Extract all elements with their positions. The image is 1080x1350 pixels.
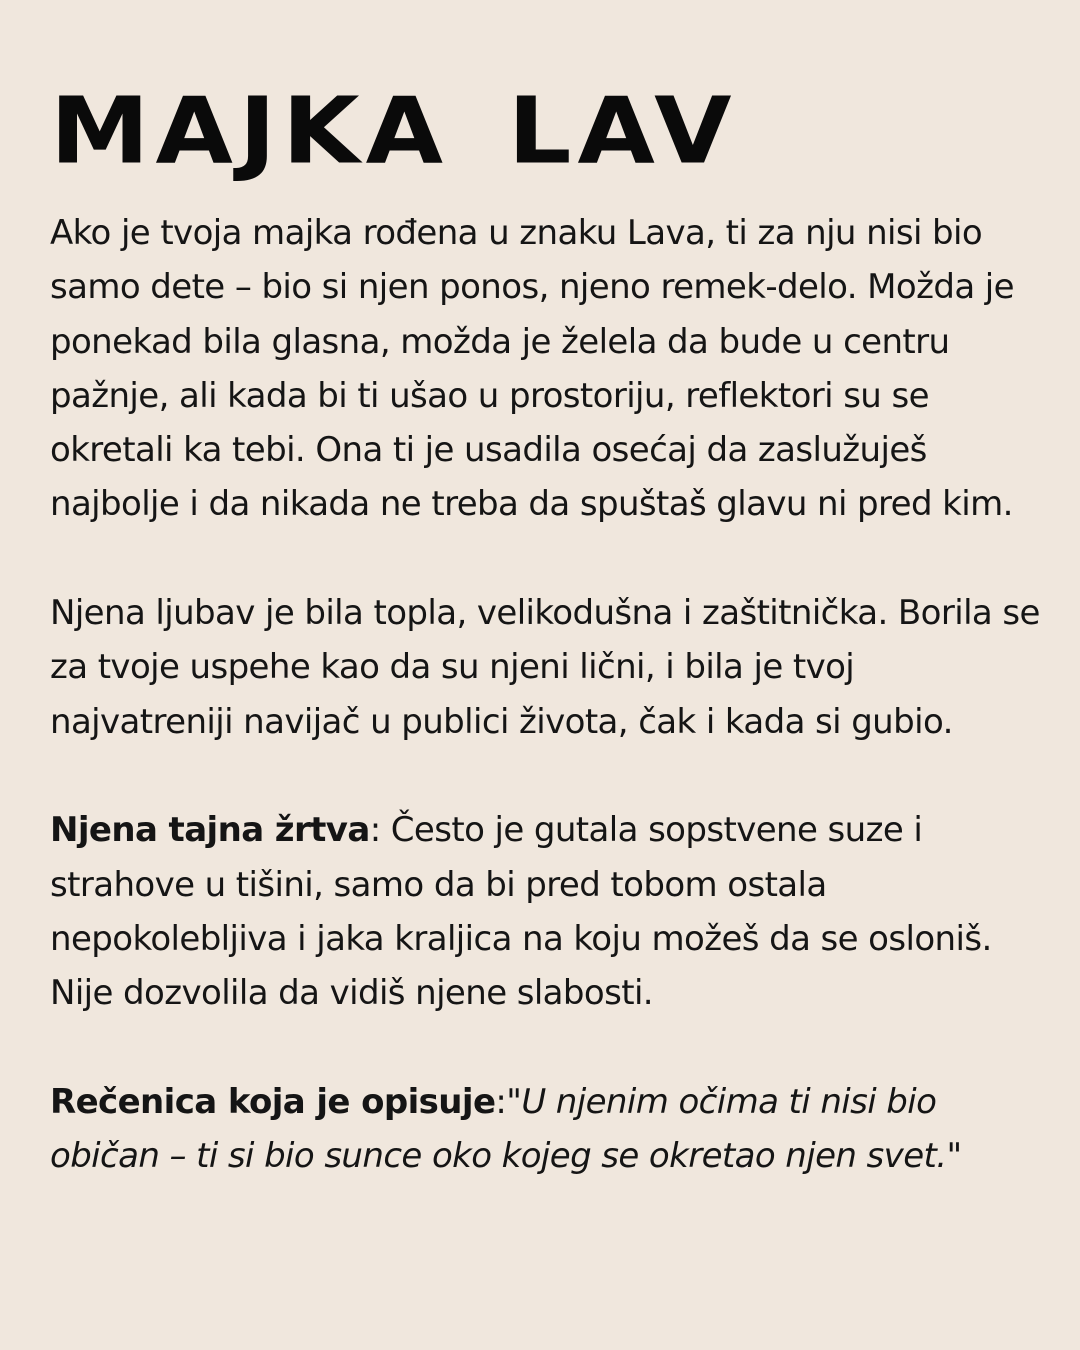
paragraph-intro: Ako je tvoja majka rođena u znaku Lava, ti za nju nisi bio samo dete – bio si njen ponos, njeno remek-delo. Možda je ponekad bila glasna, možda je želela da bude u centru pažnje, ali kada bi ti ušao u prostoriju, reflektori su se okretali ka tebi. Ona ti je usadila osećaj da zaslužuješ najbolje i da nikada ne treba da spuštaš glavu ni pred kim. <box>50 213 1014 525</box>
page-title: MAJKA LAV <box>50 76 738 185</box>
sacrifice-separator: : <box>369 810 391 851</box>
paragraph-spacer <box>50 532 1040 586</box>
sacrifice-label: Njena tajna žrtva <box>50 810 370 851</box>
sentence-quote: U njenim očima ti nisi bio običan – ti si bio sunce oko kojeg se okretao njen svet. <box>50 1081 947 1177</box>
paragraph-spacer <box>50 749 1040 803</box>
paragraph-spacer <box>50 1020 1040 1074</box>
sentence-separator: :" <box>495 1081 522 1122</box>
sentence-closing-quote: " <box>946 1136 962 1177</box>
paragraph-sentence <box>50 1075 1040 1184</box>
paragraph-sacrifice <box>50 803 1040 1020</box>
paragraph-love: Njena ljubav je bila topla, velikodušna i zaštitnička. Borila se za tvoje uspehe kao da su njeni lični, i bila je tvoj najvatreniji navijač u publici života, čak i kada si gubio. <box>50 593 1040 742</box>
sacrifice-text: Često je gutala sopstvene suze i strahove u tišini, samo da bi pred tobom ostala nepokolebljiva i jaka kraljica na koju možeš da se osloniš. Nije dozvolila da vidiš njene slabosti. <box>50 810 992 1014</box>
sentence-label: Rečenica koja je opisuje <box>50 1081 496 1122</box>
